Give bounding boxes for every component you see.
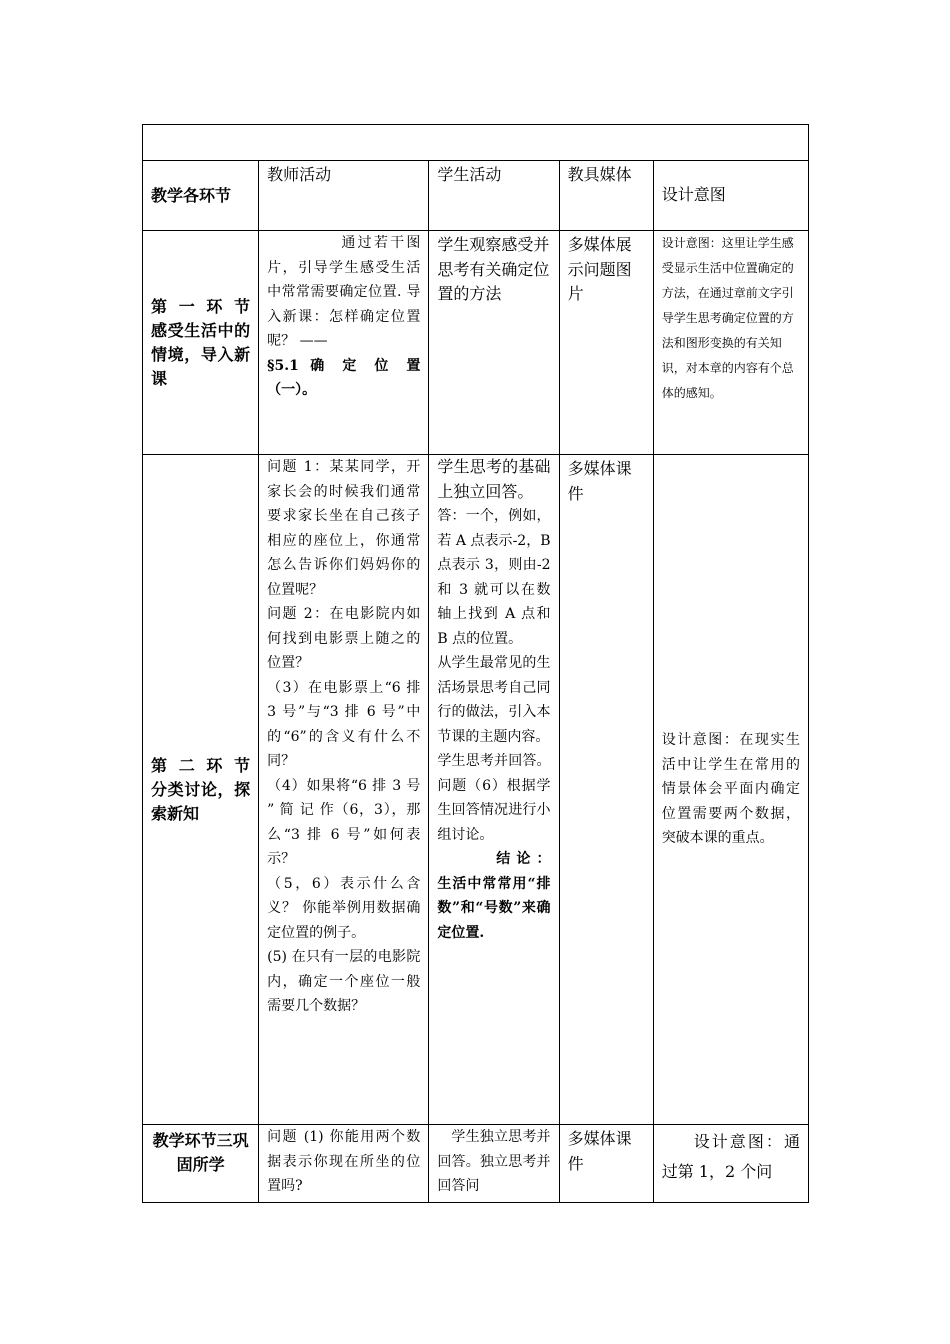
student-2-discuss: 学生思考并回答。问题（6）根据学生回答情况进行小组讨论。 xyxy=(437,753,551,843)
section-2-teacher xyxy=(259,455,429,1125)
header-intent: 设计意图 xyxy=(653,161,808,231)
section-1-teacher xyxy=(259,231,429,455)
student-2-scenario: 从学生最常见的生活场景思考自己同行的做法，引入本节课的主题内容。 xyxy=(437,655,551,745)
section-3-teacher: 问题 (1) 你能用两个数据表示你现在所坐的位置吗? xyxy=(259,1125,429,1203)
table-title-row xyxy=(143,125,809,161)
empty-title-cell xyxy=(143,125,809,161)
lesson-plan-table xyxy=(142,124,809,1203)
teacher-2-q3: （3）在电影票上“6 排 3 号”与“3 排 6 号”中的“6”的含义有什么不同？ xyxy=(267,679,421,769)
section-3-title: 教学环节三巩固所学 xyxy=(143,1125,259,1203)
section-1-student: 学生观察感受并思考有关确定位置的方法 xyxy=(429,231,559,455)
student-2-intro: 学生思考的基础上独立回答。 xyxy=(437,457,551,501)
teacher-2-q1: 问题 1：某某同学，开家长会的时候我们通常要求家长坐在自己孩子相应的座位上，你通常怎么告诉你们妈妈你的位置呢？ xyxy=(267,459,421,598)
teacher-2-q6: (5) 在只有一层的电影院内，确定一个座位一般需要几个数据？ xyxy=(267,949,421,1014)
section-2-intent: 设计意图：在现实生活中让学生在常用的情景体会平面内确定位置需要两个数据，突破本课的重点。 xyxy=(653,455,808,1125)
header-row xyxy=(143,161,809,231)
section-2-title: 第 二 环 节 分类讨论，探索新知 xyxy=(143,455,259,1125)
section-1-intent: 设计意图：这里让学生感受显示生活中位置确定的方法，在通过章前文字引导学生思考确定位置的方法和图形变换的有关知识，对本章的内容有个总体的感知。 xyxy=(653,231,808,455)
row-section-1 xyxy=(143,231,809,455)
header-section: 教学各环节 xyxy=(143,161,259,231)
teacher-1-text: 通过若干图片，引导学生感受生活中常常需要确定位置. 导入新课：怎样确定位置呢？ —— xyxy=(267,235,421,349)
student-2-answer: 答：一个，例如，若 A 点表示-2，B 点表示 3，则由-2 和 3 就可以在数轴上找到 A 点和 B 点的位置。 xyxy=(437,508,551,647)
section-1-media: 多媒体展示问题图片 xyxy=(559,231,653,455)
row-section-3 xyxy=(143,1125,809,1203)
section-2-student xyxy=(429,455,559,1125)
row-section-2 xyxy=(143,455,809,1125)
header-media: 教具媒体 xyxy=(559,161,653,231)
section-3-intent: 设计意图：通过第 1，2 个问 xyxy=(653,1125,808,1203)
header-teacher: 教师活动 xyxy=(259,161,429,231)
teacher-2-q2: 问题 2：在电影院内如何找到电影票上随之的位置？ xyxy=(267,606,421,671)
teacher-2-q5: （5，6）表示什么含义？ 你能举例用数据确定位置的例子。 xyxy=(267,875,421,941)
section-1-title: 第 一 环 节 感受生活中的情境，导入新课 xyxy=(143,231,259,455)
section-2-media: 多媒体课件 xyxy=(559,455,653,1125)
student-2-conclusion: 结论：生活中常常用“排数”和“号数”来确定位置. xyxy=(437,851,551,941)
section-3-media: 多媒体课件 xyxy=(559,1125,653,1203)
teacher-1-bold: §5.1 确 定 位 置（一）。 xyxy=(267,357,421,398)
header-student: 学生活动 xyxy=(429,161,559,231)
teacher-2-q4: （4）如果将“6 排 3 号 ” 简 记 作（6，3），那么“3 排 6 号”如何表示？ xyxy=(267,777,421,867)
section-3-student: 学生独立思考并回答。独立思考并回答问 xyxy=(429,1125,559,1203)
